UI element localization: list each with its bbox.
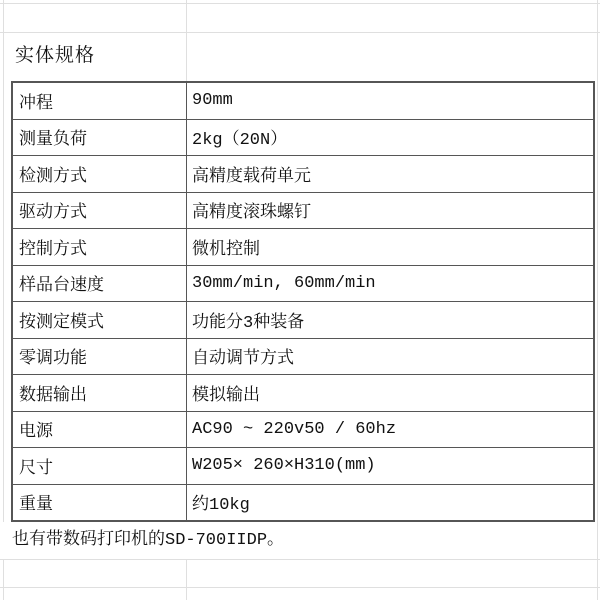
spec-value-cell: AC90 ~ 220v50 / 60hz	[192, 419, 397, 439]
spec-value-cell: 90mm	[192, 91, 233, 111]
spec-value-cell: 功能分3种装备	[192, 313, 305, 333]
spec-value-cell: 高精度载荷单元	[192, 167, 311, 187]
spec-value-cell: 30mm/min, 60mm/min	[192, 273, 376, 293]
spec-label-cell: 控制方式	[13, 229, 187, 265]
spec-value-cell: 2kg（20N）	[192, 131, 288, 151]
gridline-vertical	[597, 0, 598, 600]
spec-label-cell: 驱动方式	[13, 193, 187, 229]
table-row	[13, 412, 593, 449]
table-row	[13, 448, 593, 485]
table-row	[13, 266, 593, 303]
spec-value-cell: 自动调节方式	[192, 350, 294, 370]
spec-value-cell: W205× 260×H310(mm)	[192, 456, 376, 476]
spec-value-cell: 模拟输出	[192, 386, 260, 406]
table-row	[13, 485, 593, 521]
spec-label-cell: 按测定模式	[13, 302, 187, 338]
spec-label-cell: 零调功能	[13, 339, 187, 375]
spec-value-cell: 高精度滚珠螺钉	[192, 204, 311, 224]
gridline-horizontal	[0, 587, 600, 588]
gridline-vertical	[3, 0, 4, 600]
table-row	[13, 156, 593, 193]
footnote: 也有带数码打印机的SD-700IIDP。	[0, 522, 592, 559]
table-row	[13, 83, 593, 120]
table-row	[13, 339, 593, 376]
page-title: 实体规格	[15, 45, 96, 67]
spec-label-cell: 重量	[13, 485, 187, 521]
spec-label-cell: 检测方式	[13, 156, 187, 192]
spec-label-cell: 电源	[13, 412, 187, 448]
table-row	[13, 193, 593, 230]
table-row	[13, 375, 593, 412]
gridline-horizontal	[0, 559, 600, 560]
gridline-horizontal	[0, 3, 600, 4]
table-row	[13, 229, 593, 266]
spec-value-cell: 微机控制	[192, 240, 260, 260]
spec-table	[11, 81, 595, 522]
spec-label-cell: 冲程	[13, 83, 187, 119]
spec-label-cell: 测量负荷	[13, 120, 187, 156]
spec-label-cell: 样品台速度	[13, 266, 187, 302]
spec-label-cell: 尺寸	[13, 448, 187, 484]
spec-value-cell: 约10kg	[192, 496, 250, 516]
table-row	[13, 120, 593, 157]
table-row	[13, 302, 593, 339]
spec-label-cell: 数据输出	[13, 375, 187, 411]
